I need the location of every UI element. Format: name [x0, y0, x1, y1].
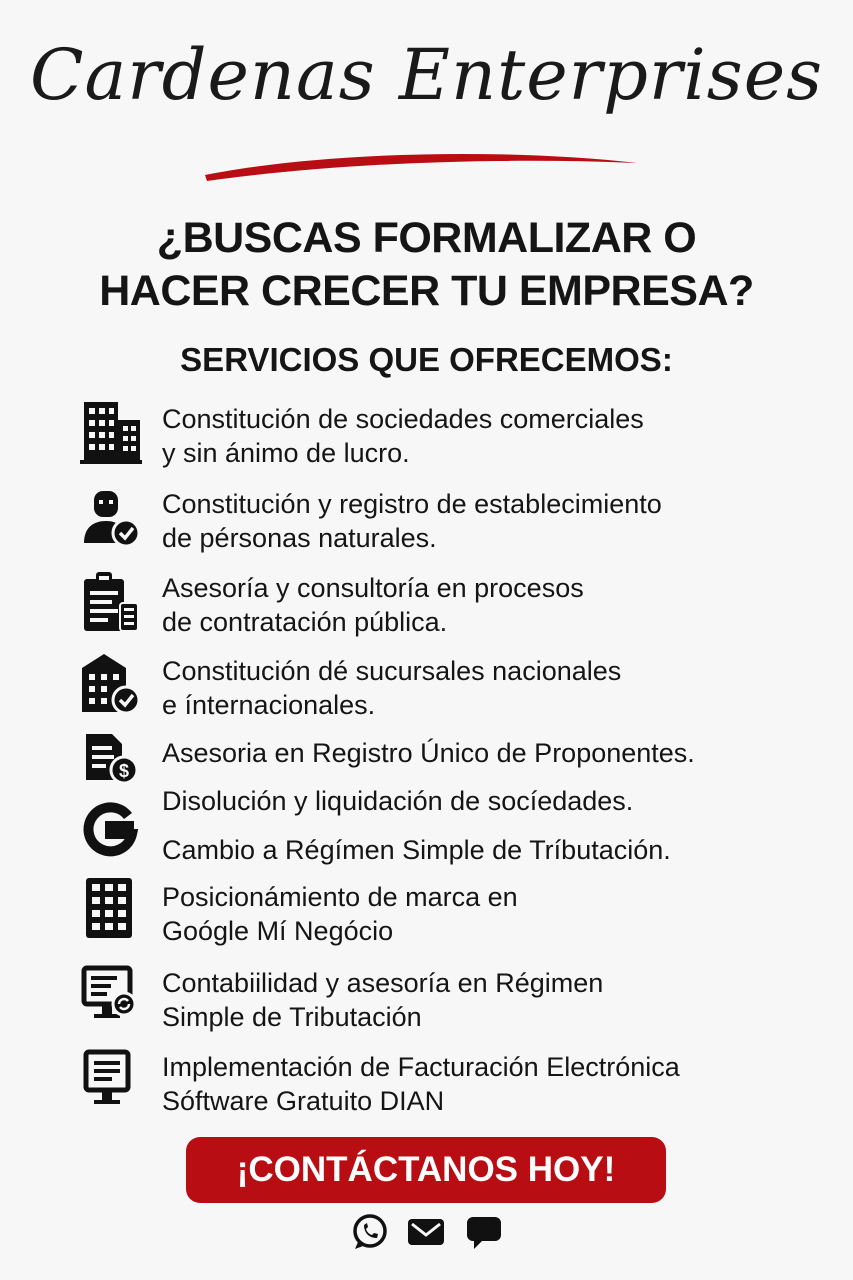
chat-bubble-icon[interactable] — [464, 1212, 504, 1252]
person-check-icon — [80, 483, 142, 553]
service-line-1: Constitución y registro de establecimiento — [162, 489, 662, 519]
service-line-1: Constitución de sociedades comerciales — [162, 404, 644, 434]
contact-us-button[interactable]: ¡CONTÁCTANOS HOY! — [186, 1137, 666, 1203]
service-item-sociedades — [80, 398, 840, 468]
whatsapp-icon[interactable] — [350, 1212, 390, 1252]
clipboard-document-icon — [80, 567, 142, 637]
service-line-1: Disolución y liquidación de socíedades. — [162, 786, 634, 816]
service-item-contratacion-publica — [80, 567, 840, 637]
service-line-2: Cambio a Régímen Simple de Tríbutación. — [162, 835, 671, 865]
headline-line-2: HACER CRECER TU EMPRESA? — [99, 267, 754, 315]
service-line-2: Sóftware Gratuito DIAN — [162, 1086, 445, 1116]
service-line-2: Goóglе Mí Negócio — [162, 916, 394, 946]
service-line-1: Asesoria en Registro Único de Proponentes. — [162, 738, 695, 768]
service-line-1: Implementación de Facturación Electrónica — [162, 1052, 680, 1082]
service-line-2: de pérsonas naturales. — [162, 523, 437, 553]
calculator-icon — [80, 876, 142, 946]
service-line-1: Posicionámiento de marca en — [162, 882, 518, 912]
monitor-refresh-icon — [80, 962, 142, 1032]
service-line-2: e ínternacionales. — [162, 690, 376, 720]
service-item-sucursales — [80, 650, 840, 720]
headline — [0, 212, 853, 318]
service-line-2: de contratación pública. — [162, 607, 448, 637]
svg-text:$: $ — [118, 761, 130, 781]
services-title: SERVICIOS QUE OFRECEMOS: — [180, 341, 673, 378]
service-line-2: y sin ánimo de lucro. — [162, 438, 410, 468]
service-line-1: Asesoría y consultoría en procesos — [162, 573, 584, 603]
office-building-icon — [80, 398, 142, 468]
service-line-2: Simple de Tributación — [162, 1002, 422, 1032]
building-check-icon — [80, 650, 142, 720]
monitor-document-icon — [80, 1046, 142, 1116]
brand-underline-swoosh — [195, 145, 645, 185]
service-item-contabilidad — [80, 962, 840, 1032]
brand-logo: Cardenas Enterprises — [29, 34, 824, 116]
service-line-1: Contabiilidad y asesoría en Régimen — [162, 968, 604, 998]
service-item-facturacion — [80, 1046, 840, 1116]
headline-line-1: ¿BUSCAS FORMALIZAR O — [156, 214, 697, 262]
service-item-disolucion-regimen — [80, 782, 840, 872]
google-g-icon — [80, 794, 142, 864]
service-item-personas-naturales — [80, 483, 840, 553]
mail-icon[interactable] — [406, 1212, 446, 1252]
service-item-google-negocio — [80, 876, 840, 946]
service-line-1: Constitución dé sucursales nacionales — [162, 656, 622, 686]
